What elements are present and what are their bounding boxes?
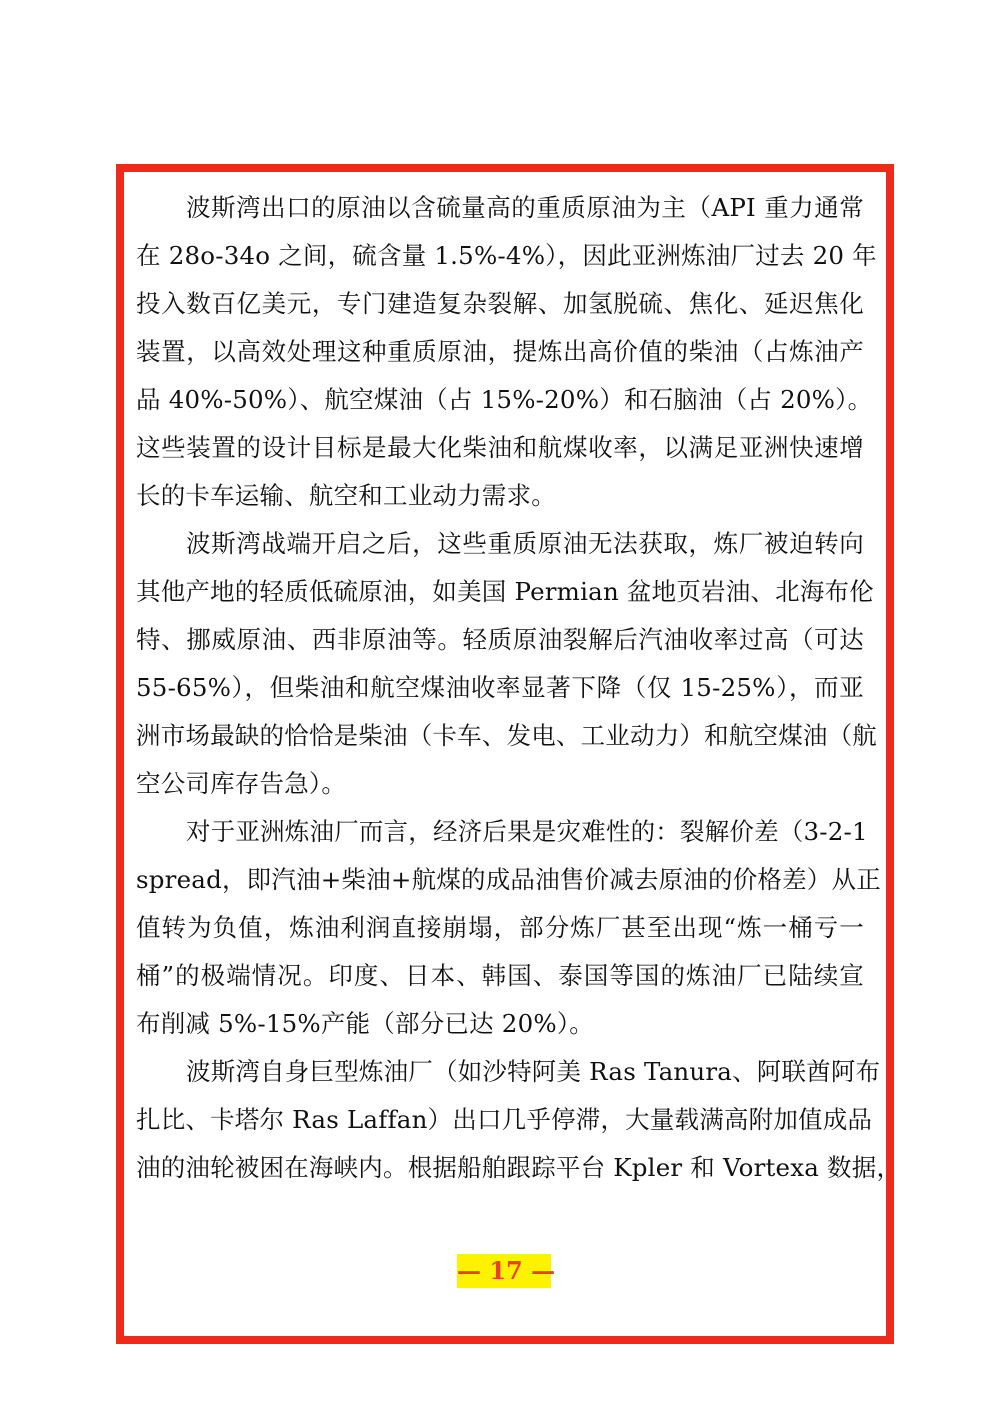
text-line: 55-65%），但柴油和航空煤油收率显著下降（仅 15-25%），而亚 [136,673,864,702]
text-line: 在 28o-34o 之间，硫含量 1.5%-4%），因此亚洲炼油厂过去 20 年 [136,241,877,270]
text-line: 其他产地的轻质低硫原油，如美国 Permian 盆地页岩油、北海布伦 [136,577,874,606]
text-line: 装置，以高效处理这种重质原油，提炼出高价值的柴油（占炼油产 [136,337,864,366]
text-line: 油的油轮被困在海峡内。根据船舶跟踪平台 Kpler 和 Vortexa 数据， [136,1153,902,1182]
paragraph-refining-margin [136,808,881,1048]
text-line: 投入数百亿美元，专门建造复杂裂解、加氢脱硫、焦化、延迟焦化 [136,289,864,318]
text-line: 桶”的极端情况。印度、日本、韩国、泰国等国的炼油厂已陆续宣 [136,961,864,990]
body-text [136,184,902,1192]
text-line: 波斯湾自身巨型炼油厂（如沙特阿美 Ras Tanura、阿联酋阿布 [186,1057,881,1086]
text-line: spread，即汽油+柴油+航煤的成品油售价减去原油的价格差）从正 [136,865,881,894]
paragraph-heavy-crude [136,184,877,520]
text-line: 波斯湾战端开启之后，这些重质原油无法获取，炼厂被迫转向 [186,529,864,558]
text-line: 品 40%-50%）、航空煤油（占 15%-20%）和石脑油（占 20%）。 [136,385,873,414]
text-line: 特、挪威原油、西非原油等。轻质原油裂解后汽油收率过高（可达 [136,625,864,654]
text-line: 波斯湾出口的原油以含硫量高的重质原油为主（API 重力通常 [186,193,864,222]
text-line: 值转为负值，炼油利润直接崩塌，部分炼厂甚至出现“炼一桶亏一 [136,913,864,942]
text-line: 这些装置的设计目标是最大化柴油和航煤收率，以满足亚洲快速增 [136,433,864,462]
text-line: 长的卡车运输、航空和工业动力需求。 [136,481,556,510]
page-number: — 17 — [457,1254,551,1288]
text-line: 洲市场最缺的恰恰是柴油（卡车、发电、工业动力）和航空煤油（航 [136,721,877,750]
text-line: 扎比、卡塔尔 Ras Laffan）出口几乎停滞，大量载满高附加值成品 [136,1105,873,1134]
paragraph-light-crude [136,520,877,808]
text-line: 布削减 5%-15%产能（部分已达 20%）。 [136,1009,594,1038]
text-line: 对于亚洲炼油厂而言，经济后果是灾难性的：裂解价差（3-2-1 [186,817,868,846]
paragraph-gulf-refineries [136,1048,902,1192]
text-line: 空公司库存告急）。 [136,769,347,798]
